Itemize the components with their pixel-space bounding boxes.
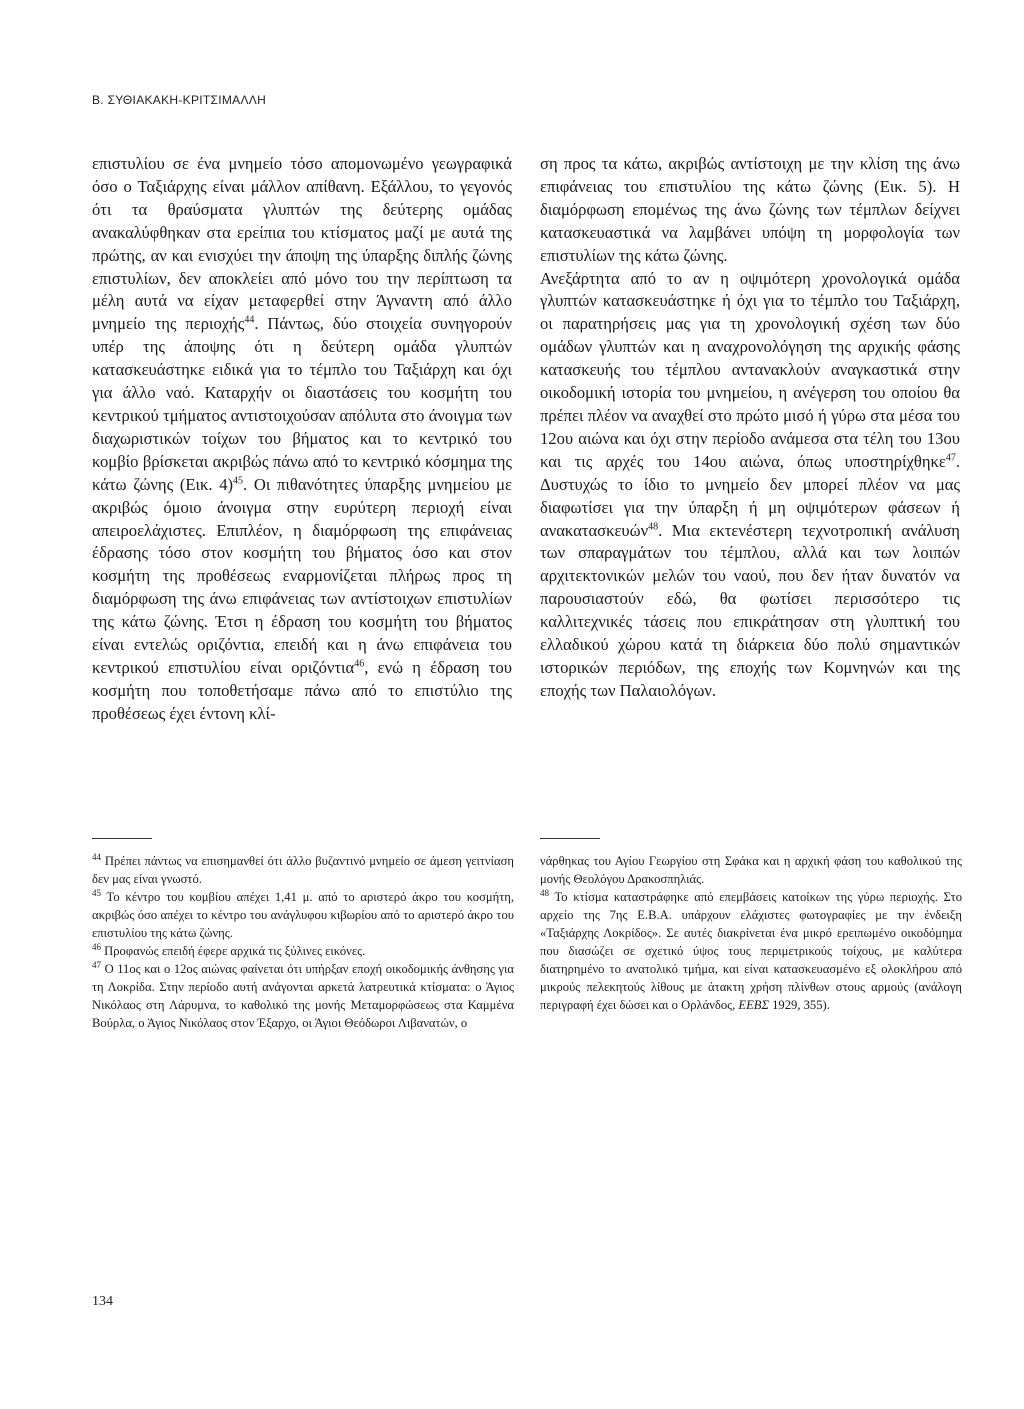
footnote-ref[interactable]: 44 (244, 314, 255, 326)
footnote-text: 1929, 355). (768, 998, 830, 1012)
text-run: . Δυστυχώς το ίδιο το μνημείο δεν μπορεί πλέον να μας διαφωτίσει για την ύπαρξη ή μη οψιμότερων φάσεων ή ανακατασκευών (540, 451, 960, 540)
footnote (92, 852, 514, 888)
footnote-ref[interactable]: 47 (945, 452, 956, 464)
text-run: . Μια εκτενέστερη τεχνοτροπική ανάλυση των σπαραγμάτων του τέμπλου, αλλά και των λοιπών αρχιτεκτονικών μελών του ναού, που δεν ήταν δυνατόν να παρουσιαστούν εδώ, θα φωτίσει περισσότερο τις καλλιτεχνικές τάσεις που επικράτησαν στη γλυπτική του ελλαδικού χώρου κατά τη διάρκεια δύο πολύ σημαντικών ιστορικών περιόδων, της εποχής των Κομνηνών και της εποχής των Παλαιολόγων. (540, 520, 960, 700)
footnote-number: 47 (92, 959, 101, 970)
right-paragraph-2 (540, 268, 960, 703)
footnotes-left (92, 852, 514, 1032)
footnote-text: Το κέντρο του κομβίου απέχει 1,41 μ. από το αριστερό άκρο του κοσμήτη, ακριβώς όσο απέχει το κέντρο του ανάγλυφου κιβωρίου από το αριστερό άκρο του επιστυλίου της κάτω ζώνης. (92, 890, 514, 940)
footnote-text: Το κτίσμα καταστράφηκε από επεμβάσεις κατοίκων της γύρω περιοχής. Στο αρχείο της 7ης Ε.Β.Α. υπάρχουν ελάχιστες φωτογραφίες με την ένδειξη «Ταξιάρχης Λοκρίδος». Σε αυτές διακρίνεται ένα μικρό ερειπωμένο οικοδόμημα που διασώζει σε σχετικό ύψος τους περιμετρικούς τοίχους, με καλύτερα διατηρημένο το ανατολικό τμήμα, και είναι κατασκευασμένο εξ ολοκλήρου από μικρούς πελεκητούς λίθους με άτακτη χρήση πλίνθων στους αρμούς (ανάλογη περιγραφή έχει δώσει και ο Ορλάνδος, (540, 890, 963, 1012)
footnote (92, 888, 514, 942)
left-column (92, 153, 512, 726)
text-run: , ενώ η έδραση του κοσμήτη που τοποθετήσαμε πάνω από το επιστύλιο της προθέσεως έχει έντονη κλί- (92, 657, 512, 723)
left-paragraph (92, 153, 512, 726)
footnote (92, 942, 514, 960)
footnote-continuation: νάρθηκας του Αγίου Γεωργίου στη Σφάκα και η αρχική φάση του καθολικού της μονής Θεολόγου Δρακοσπηλιάς. (540, 854, 962, 886)
footnote-ref[interactable]: 45 (233, 475, 244, 487)
footnote-text: Πρέπει πάντως να επισημανθεί ότι άλλο βυζαντινό μνημείο σε άμεση γειτνίαση δεν μας είναι γνωστό. (92, 854, 514, 886)
footnote (540, 888, 962, 1014)
footnotes-right (540, 852, 962, 1014)
text-run: . Πάντως, δύο στοιχεία συνηγορούν υπέρ της άποψης ότι η δεύτερη ομάδα γλυπτών κατασκευάστηκε ειδικά για το τέμπλο του Ταξιάρχη και όχι για άλλο ναό. Καταρχήν οι διαστάσεις του κοσμήτη του κεντρικού τμήματος αντιστοιχούσαν απόλυτα στο άνοιγμα των διαχωριστικών τοίχων του βήματος και το κεντρικό του κομβίο βρίσκεται ακριβώς πάνω από το κεντρικό κόσμημα της κάτω ζώνης (Εικ. 4) (92, 314, 513, 494)
footnote-rule-left (92, 838, 152, 839)
right-paragraph-1: ση προς τα κάτω, ακριβώς αντίστοιχη με την κλίση της άνω επιφάνειας του επιστυλίου της κάτω ζώνης (Εικ. 5). Η διαμόρφωση επομένως της άνω ζώνης των τέμπλων δείχνει κατασκευαστικά να λαμβάνει υπόψη τη μορφολογία των επιστυλίων της κάτω ζώνης. (540, 154, 960, 265)
text-run: επιστυλίου σε ένα μνημείο τόσο απομονωμένο γεωγραφικά όσο ο Ταξιάρχης είναι μάλλον απίθανη. Εξάλλου, το γεγονός ότι τα θραύσματα γλυπτών της δεύτερης ομάδας ανακαλύφθηκαν στα ερείπια του κτίσματος μαζί με αυτά της πρώτης, αν και ενισχύει την άποψη της ύπαρξης διπλής ζώνης επιστυλίων, δεν αποκλείει από μόνο του την περίπτωση τα μέλη αυτά να είχαν μεταφερθεί στην Άγναντη από άλλο μνημείο της περιοχής (92, 154, 512, 334)
journal-abbreviation: ΕΕΒΣ (738, 998, 769, 1012)
footnote-rule-right (540, 838, 600, 839)
footnote-number: 44 (92, 851, 101, 862)
text-run: Ανεξάρτητα από το αν η οψιμότερη χρονολογικά ομάδα γλυπτών κατασκευάστηκε ή όχι για το τέμπλο του Ταξιάρχη, οι παρατηρήσεις μας για τη χρονολογική σχέση των δύο ομάδων γλυπτών και η αναχρονολόγηση της αρχικής φάσης κατασκευής του τέμπλου αντανακλούν αναγκαστικά στην οικοδομική ιστορία του μνημείου, η ανέγερση του οποίου θα πρέπει πλέον να αναχθεί στο πρώτο μισό ή γύρω στα μέσα του 12ου αιώνα και όχι στην περίοδο ανάμεσα στα τέλη του 13ου και τις αρχές του 14ου αιώνα, όπως υποστηρίχθηκε (540, 268, 960, 471)
footnote-ref[interactable]: 48 (648, 520, 659, 532)
footnote-number: 48 (540, 887, 549, 898)
footnote-number: 46 (92, 941, 101, 952)
text-run: . Οι πιθανότητες ύπαρξης μνημείου με ακριβώς όμοιο άνοιγμα στην ευρύτερη περιοχή είναι απειροελάχιστες. Επιπλέον, η διαμόρφωση της επιφάνειας έδρασης τόσο στον κοσμήτη του βήματος όσο και στον κοσμήτη της προθέσεως εναρμονίζεται πλήρως προς τη διαμόρφωση της άνω επιφάνειας των αντίστοιχων επιστυλίων της κάτω ζώνης. Έτσι η έδραση του κοσμήτη του βήματος είναι εντελώς οριζόντια, επειδή και η άνω επιφάνεια του κεντρικού επιστυλίου είναι οριζόντια (92, 474, 512, 677)
right-column (540, 153, 960, 703)
footnote-number: 45 (92, 887, 101, 898)
footnote-ref[interactable]: 46 (354, 658, 365, 670)
page-number: 134 (92, 1294, 113, 1309)
footnote (92, 960, 514, 1032)
footnote-text: Ο 11ος και ο 12ος αιώνας φαίνεται ότι υπήρξαν εποχή οικοδομικής άνθησης για τη Λοκρίδα. Στην περίοδο αυτή ανάγονται αρκετά λατρευτικά κτίσματα: ο Άγιος Νικόλαος στη Λάρυμνα, το καθολικό της μονής Μεταμορφώσεως στα Καμμένα Βούρλα, ο Άγιος Νικόλαος στον Έξαρχο, οι Άγιοι Θεόδωροι Λιβανατών, ο (92, 962, 514, 1030)
running-head: Β. ΣΥΘΙΑΚΑΚΗ-ΚΡΙΤΣΙΜΑΛΛΗ (92, 93, 267, 107)
footnote-text: Προφανώς επειδή έφερε αρχικά τις ξύλινες εικόνες. (104, 944, 366, 958)
